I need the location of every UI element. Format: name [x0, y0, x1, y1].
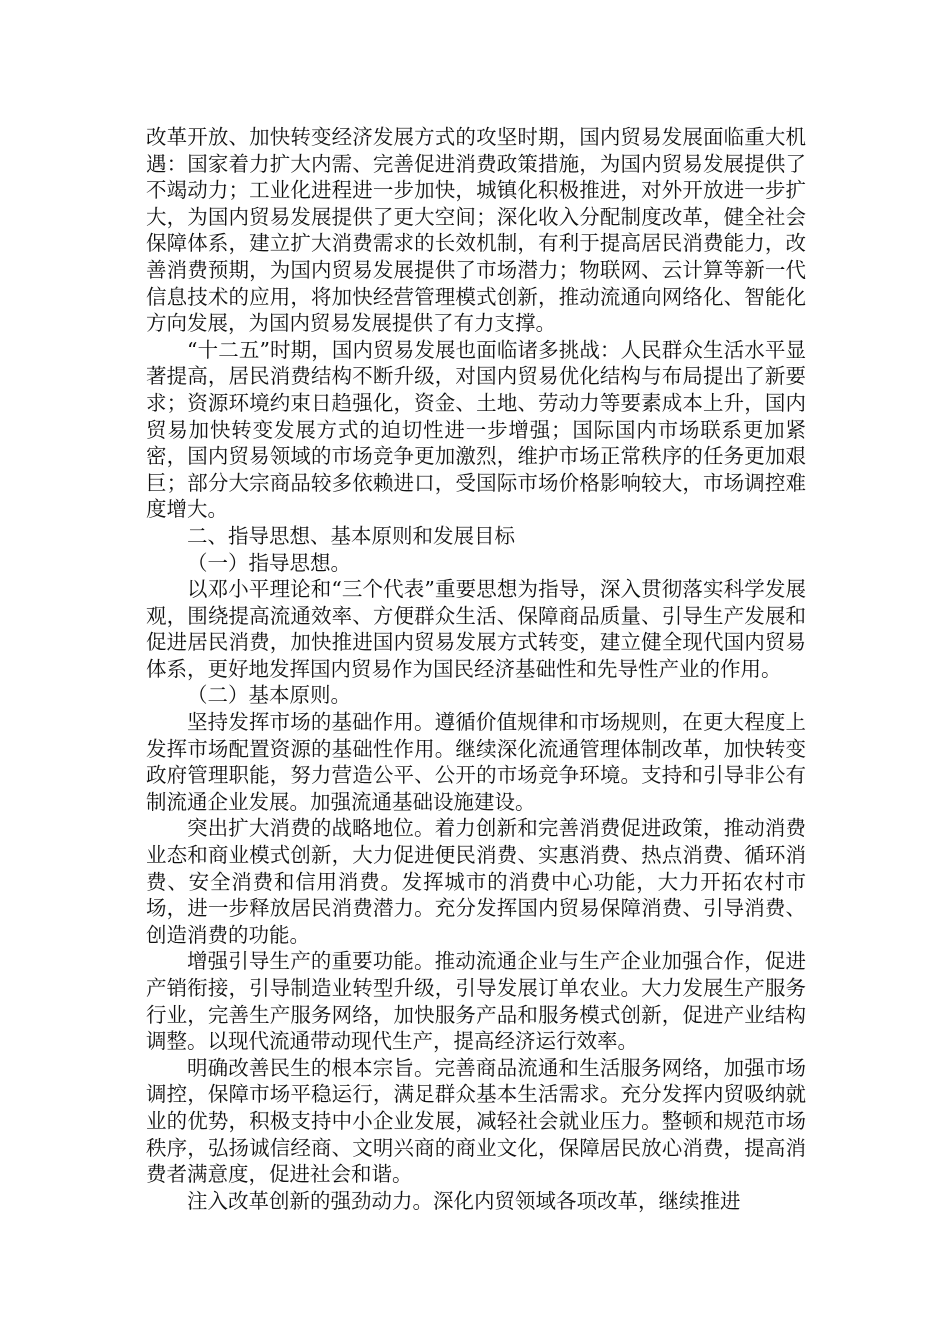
paragraph-reform: 注入改革创新的强劲动力。深化内贸领域各项改革，继续推进 [187, 1188, 741, 1213]
paragraph-production: 增强引导生产的重要功能。推动流通企业与生产企业加强合作，促进产销衔接，引导制造业转型升级，引导发展订单农业。大力发展生产服务行业，完善生产服务网络，加快服务产品和服务模式创新，促进产业结构调整。以现代流通带动现代生产，提高经济运行效率。 [146, 949, 806, 1054]
section-heading-guiding-principles: 二、指导思想、基本原则和发展目标 [187, 523, 515, 548]
paragraph-challenges: “十二五”时期，国内贸易发展也面临诸多挑战：人民群众生活水平显著提高，居民消费结构不断升级，对国内贸易优化结构与布局提出了新要求；资源环境约束日趋强化，资金、土地、劳动力等要素成本上升，国内贸易加快转变发展方式的迫切性进一步增强；国际国内市场联系更加紧密，国内贸易领域的市场竞争更加激烈，维护市场正常秩序的任务更加艰巨；部分大宗商品较多依赖进口，受国际市场价格影响较大，市场调控难度增大。 [146, 337, 806, 522]
paragraph-consumption: 突出扩大消费的战略地位。着力创新和完善消费促进政策，推动消费业态和商业模式创新，大力促进便民消费、实惠消费、热点消费、循环消费、安全消费和信用消费。发挥城市的消费中心功能，大力开拓农村市场，进一步释放居民消费潜力。充分发挥国内贸易保障消费、引导消费、创造消费的功能。 [146, 816, 806, 947]
subsection-heading-guiding-ideology: （一）指导思想。 [187, 550, 351, 575]
subsection-heading-basic-principles: （二）基本原则。 [187, 683, 351, 708]
paragraph-market-role: 坚持发挥市场的基础作用。遵循价值规律和市场规则，在更大程度上发挥市场配置资源的基础性作用。继续深化流通管理体制改革，加快转变政府管理职能，努力营造公平、公开的市场竞争环境。支持和引导非公有制流通企业发展。加强流通基础设施建设。 [146, 710, 806, 814]
document-page [146, 124, 806, 1214]
paragraph-opportunities: 改革开放、加快转变经济发展方式的攻坚时期，国内贸易发展面临重大机遇：国家着力扩大内需、完善促进消费政策措施，为国内贸易发展提供了不竭动力；工业化进程进一步加快，城镇化积极推进，对外开放进一步扩大，为国内贸易发展提供了更大空间；深化收入分配制度改革，健全社会保障体系，建立扩大消费需求的长效机制，有利于提高居民消费能力，改善消费预期，为国内贸易发展提供了市场潜力；物联网、云计算等新一代信息技术的应用，将加快经营管理模式创新，推动流通向网络化、智能化方向发展，为国内贸易发展提供了有力支撑。 [146, 125, 806, 336]
paragraph-guiding-ideology: 以邓小平理论和“三个代表”重要思想为指导，深入贯彻落实科学发展观，围绕提高流通效率、方便群众生活、保障商品质量、引导生产发展和促进居民消费，加快推进国内贸易发展方式转变，建立健全现代国内贸易体系，更好地发挥国内贸易作为国民经济基础性和先导性产业的作用。 [146, 577, 806, 681]
paragraph-livelihood: 明确改善民生的根本宗旨。完善商品流通和生活服务网络，加强市场调控，保障市场平稳运行，满足群众基本生活需求。充分发挥内贸吸纳就业的优势，积极支持中小企业发展，减轻社会就业压力。整顿和规范市场秩序，弘扬诚信经商、文明兴商的商业文化，保障居民放心消费，提高消费者满意度，促进社会和谐。 [146, 1055, 806, 1187]
